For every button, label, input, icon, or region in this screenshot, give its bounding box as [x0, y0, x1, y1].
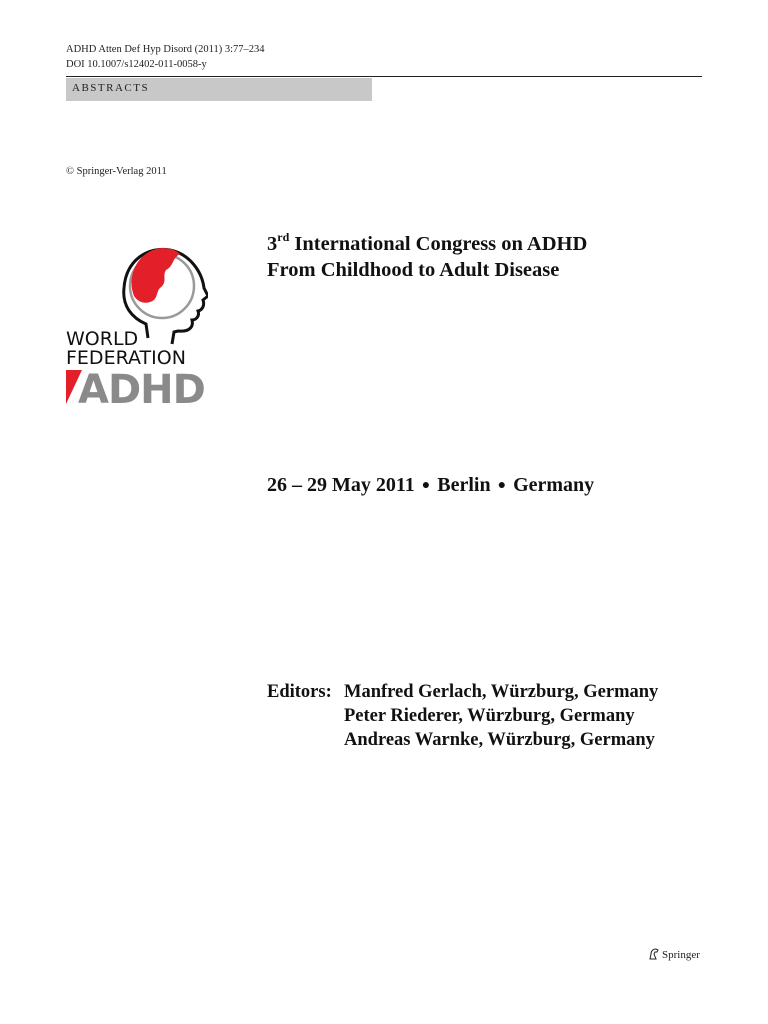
section-bar	[66, 78, 372, 101]
event-city: Berlin	[437, 474, 491, 496]
logo-word-federation: FEDERATION	[66, 347, 186, 369]
section-label: ABSTRACTS	[72, 82, 150, 94]
congress-title-line1: 3rd International Congress on ADHD	[267, 230, 588, 255]
congress-title-line2: From Childhood to Adult Disease	[267, 259, 560, 281]
header-rule	[66, 76, 702, 77]
publisher-name: Springer	[662, 949, 700, 961]
world-federation-adhd-logo	[62, 236, 208, 408]
editor-item: Andreas Warnke, Würzburg, Germany	[344, 730, 655, 750]
editor-item: Manfred Gerlach, Würzburg, Germany	[344, 682, 659, 702]
bullet-separator: ●	[497, 478, 507, 493]
event-dates: 26 – 29 May 2011	[267, 474, 415, 496]
logo-word-adhd: ADHD	[78, 367, 205, 408]
event-country: Germany	[513, 474, 595, 496]
springer-horse-icon	[648, 948, 660, 960]
logo-word-world: WORLD	[66, 328, 139, 350]
journal-citation: ADHD Atten Def Hyp Disord (2011) 3:77–234	[66, 44, 265, 55]
editors-label: Editors:	[267, 682, 332, 702]
bullet-separator: ●	[421, 478, 431, 493]
copyright-notice: © Springer-Verlag 2011	[66, 166, 167, 177]
publisher-footer	[648, 948, 700, 961]
doi-line: DOI 10.1007/s12402-011-0058-y	[66, 59, 207, 70]
editor-item: Peter Riederer, Würzburg, Germany	[344, 706, 635, 726]
event-dates-location	[267, 474, 594, 497]
